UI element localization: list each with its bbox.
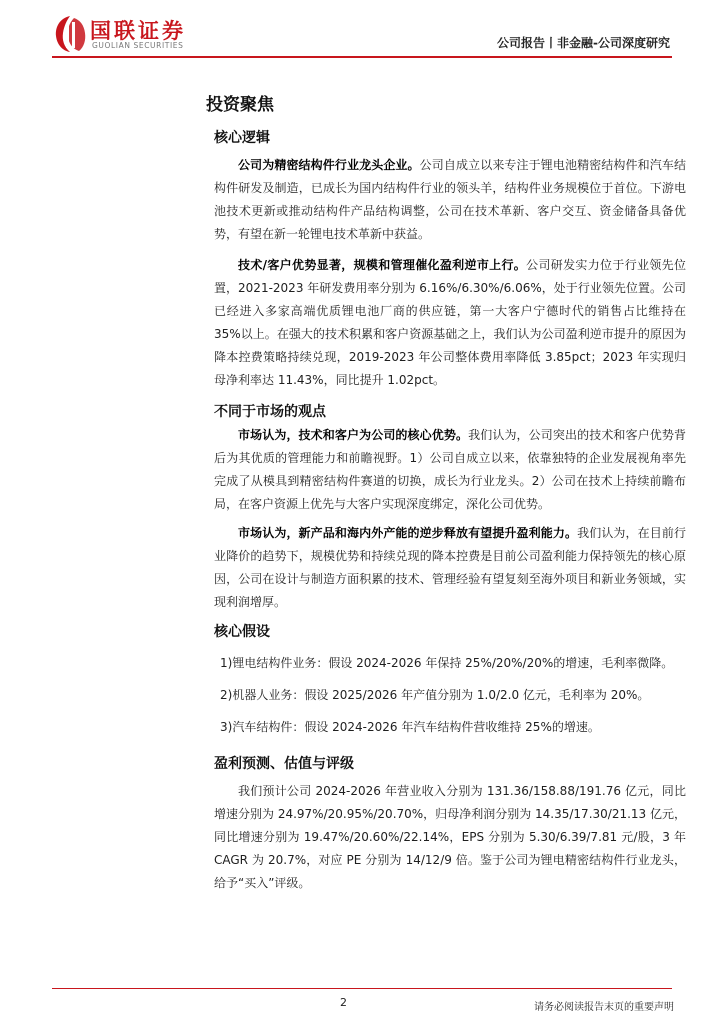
core-logic-p1-body: 公司自成立以来专注于锂电池精密结构件和汽车结构件研发及制造，已成长为国内结构件行业的领头羊，结构件业务规模位于首位。下游电池技术更新或推动结构件产品结构调整，公司在技术革新、客户交互、资金储备具备优势，有望在新一轮锂电技术革新中获益。 xyxy=(214,158,686,241)
market-view-p1-lead: 市场认为，技术和客户为公司的核心优势。 xyxy=(238,428,469,442)
forecast-heading: 盈利预测、估值与评级 xyxy=(214,756,354,772)
header-divider xyxy=(52,56,672,58)
core-logic-paragraph-2 xyxy=(214,254,686,392)
section-title: 投资聚焦 xyxy=(206,95,274,115)
assumptions-heading: 核心假设 xyxy=(214,624,270,640)
market-view-p1-body: 我们认为，公司突出的技术和客户优势背后为其优质的管理能力和前瞻视野。1）公司自成立以来，依靠独特的企业发展视角率先完成了从模具到精密结构件赛道的切换，成长为行业龙头。2）公司在技术上持续前瞻布局，在客户资源上优先与大客户实现深度绑定，深化公司优势。 xyxy=(214,428,686,511)
page-header xyxy=(0,0,724,62)
assumption-item: 1)锂电结构件业务：假设 2024-2026 年保持 25%/20%/20%的增速，毛利率微降。 xyxy=(220,656,674,670)
core-logic-heading: 核心逻辑 xyxy=(214,130,270,146)
disclaimer-note: 请务必阅读报告末页的重要声明 xyxy=(534,1002,674,1013)
market-view-paragraph-2 xyxy=(214,522,686,614)
market-view-p2-body: 我们认为，在目前行业降价的趋势下，规模优势和持续兑现的降本控费是目前公司盈利能力保持领先的核心原因，公司在设计与制造方面积累的技术、管理经验有望复刻至海外项目和新业务领域，实现利润增厚。 xyxy=(214,526,686,609)
market-view-paragraph-1 xyxy=(214,424,686,516)
core-logic-paragraph-1 xyxy=(214,154,686,246)
core-logic-p2-body: 公司研发实力位于行业领先位置，2021-2023 年研发费用率分别为 6.16%/6.30%/6.06%，处于行业领先位置。公司已经进入多家高端优质锂电池厂商的供应链，第一大客户宁德时代的销售占比维持在 35%以上。在强大的技术积累和客户资源基础之上，我们认为公司盈利逆市提升的原因为降本控费策略持续兑现，2019-2023 年公司整体费用率降低 3.85pct；2023 年实现归母净利率达 11.43%，同比提升 1.02pct。 xyxy=(214,258,686,387)
assumption-item: 2)机器人业务：假设 2025/2026 年产值分别为 1.0/2.0 亿元，毛利率为 20%。 xyxy=(220,688,650,702)
assumption-item: 3)汽车结构件：假设 2024-2026 年汽车结构件营收维持 25%的增速。 xyxy=(220,720,600,734)
forecast-paragraph: 我们预计公司 2024-2026 年营业收入分别为 131.36/158.88/191.76 亿元，同比增速分别为 24.97%/20.95%/20.70%，归母净利润分别为 14.35/17.30/21.13 亿元，同比增速分别为 19.47%/20.60%/22.14%，EPS 分别为 5.30/6.39/7.81 元/股，3 年 CAGR 为 20.7%，对应 PE 分别为 14/12/9 倍。鉴于公司为锂电精密结构件行业龙头，给予“买入”评级。 xyxy=(214,784,686,890)
core-logic-p2-lead: 技术/客户优势显著，规模和管理催化盈利逆市上行。 xyxy=(238,258,527,272)
report-body xyxy=(206,92,686,895)
logo-wordmark-en: GUOLIAN SECURITIES xyxy=(92,41,184,50)
logo-wordmark-cn: 国联证券 xyxy=(90,19,186,43)
guolian-logo-icon xyxy=(52,14,88,54)
footer-divider xyxy=(52,988,672,989)
report-type-label: 公司报告丨非金融-公司深度研究 xyxy=(497,36,670,50)
core-logic-p1-lead: 公司为精密结构件行业龙头企业。 xyxy=(238,158,420,172)
page-number: 2 xyxy=(340,996,347,1009)
market-view-p2-lead: 市场认为，新产品和海内外产能的逆步释放有望提升盈利能力。 xyxy=(238,526,578,540)
market-view-heading: 不同于市场的观点 xyxy=(214,404,326,420)
